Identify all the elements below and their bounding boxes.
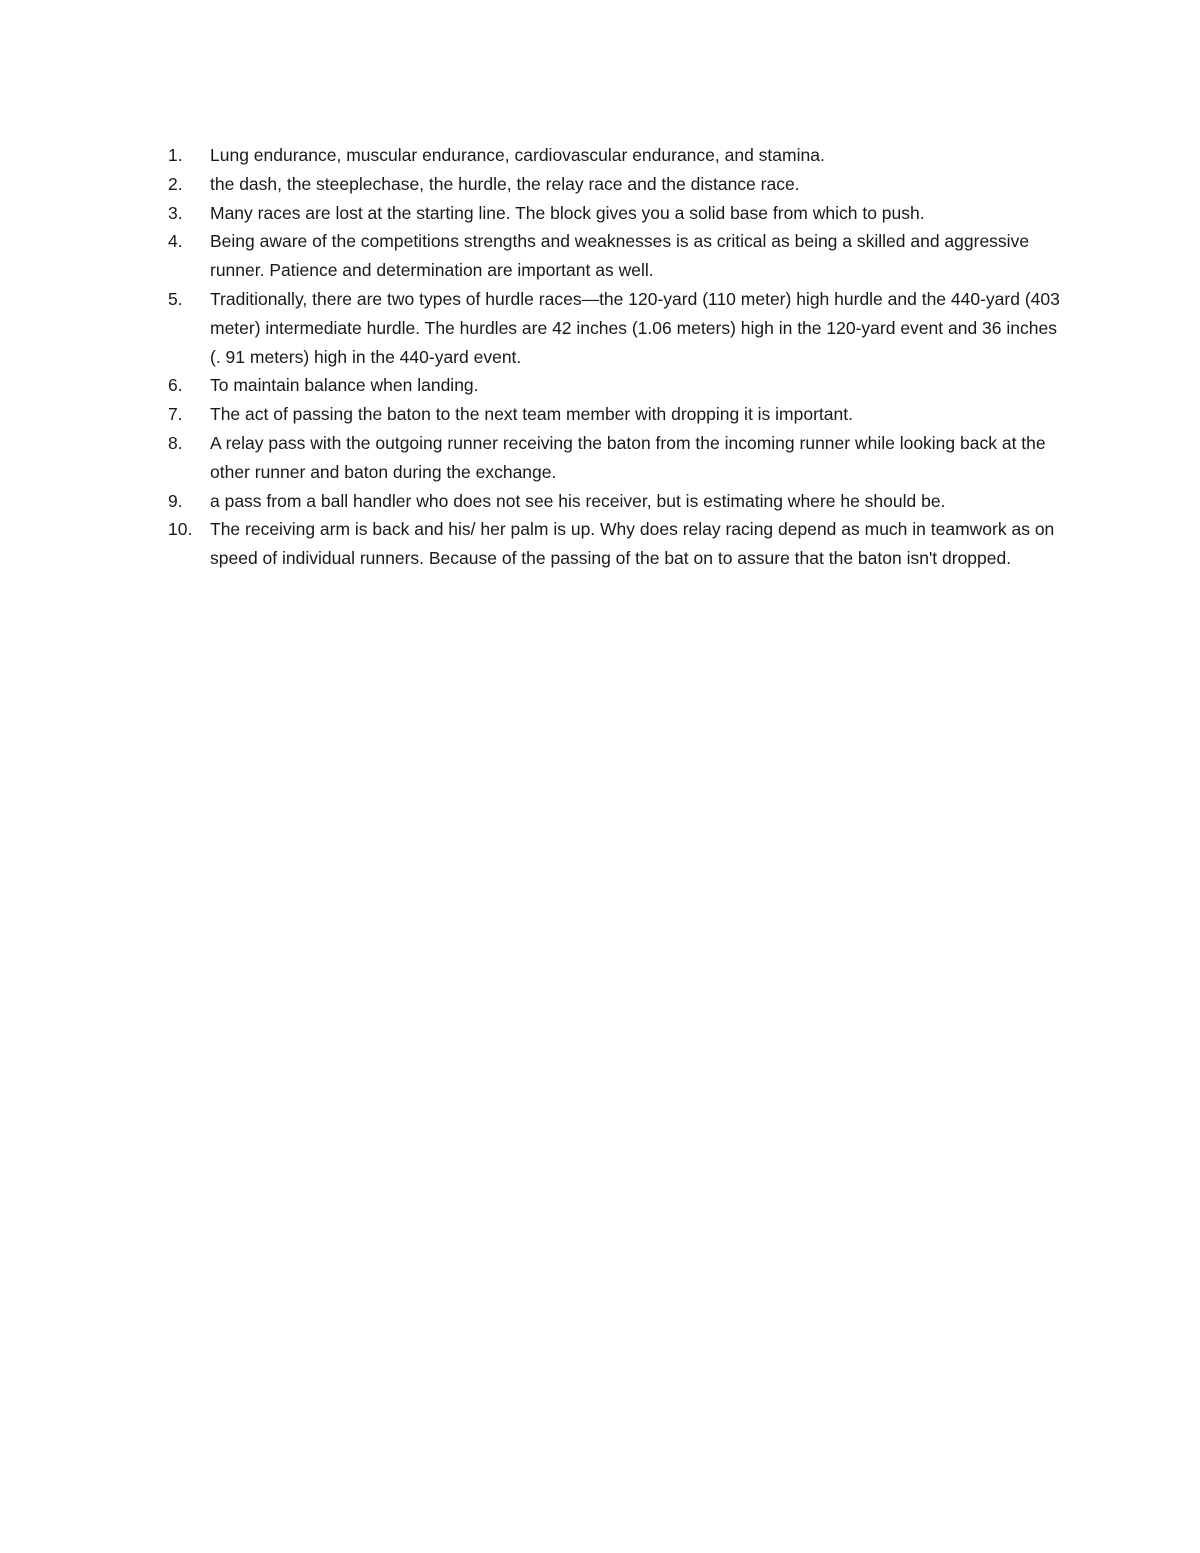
list-item bbox=[150, 429, 1060, 487]
list-item bbox=[150, 515, 1060, 573]
list-item bbox=[150, 371, 1060, 400]
item-number-label: 1. bbox=[168, 145, 183, 165]
list-item bbox=[150, 170, 1060, 199]
item-text: Being aware of the competitions strengths and weaknesses is as critical as being a skilled and aggressive runner. Patience and determination are important as well. bbox=[210, 231, 1030, 281]
item-number bbox=[150, 227, 210, 256]
item-number-label: 5. bbox=[168, 288, 183, 309]
item-number-label: 7. bbox=[168, 404, 183, 425]
item-text: Lung endurance, muscular endurance, cardiovascular endurance, and stamina. bbox=[210, 145, 825, 165]
list-item bbox=[150, 227, 1060, 285]
item-number-label: 4. bbox=[168, 231, 183, 252]
list-item bbox=[150, 285, 1060, 371]
item-text: Traditionally, there are two types of hurdle races—the 120-yard (110 meter) high hurdle and the 440-yard (403 meter) intermediate hurdle. The hurdles are 42 inches (1.06 meters) high in the 120-yard event and 36 inches (. 91 meters) high in the 440-yard event. bbox=[210, 288, 1060, 367]
answer-list bbox=[150, 141, 1060, 573]
item-number bbox=[150, 400, 210, 429]
item-text: Many races are lost at the starting line. The block gives you a solid base from which to push. bbox=[210, 202, 925, 223]
item-text: a pass from a ball handler who does not see his receiver, but is estimating where he should be. bbox=[210, 490, 946, 511]
item-number-label: 9. bbox=[168, 490, 183, 511]
item-text: A relay pass with the outgoing runner receiving the baton from the incoming runner while looking back at the other runner and baton during the exchange. bbox=[210, 432, 1046, 482]
item-number-label: 6. bbox=[168, 375, 183, 396]
item-number bbox=[150, 141, 210, 170]
item-text: The receiving arm is back and his/ her palm is up. Why does relay racing depend as much in teamwork as on speed of individual runners. Because of the passing of the bat on to assure that the baton isn't dropped. bbox=[210, 519, 1055, 569]
item-number-label: 10. bbox=[168, 519, 193, 540]
item-number bbox=[150, 371, 210, 400]
item-number-label: 3. bbox=[168, 202, 183, 223]
item-text: To maintain balance when landing. bbox=[210, 375, 479, 396]
item-text: The act of passing the baton to the next team member with dropping it is important. bbox=[210, 404, 853, 425]
item-number bbox=[150, 487, 210, 516]
item-number bbox=[150, 170, 210, 199]
item-number bbox=[150, 199, 210, 228]
item-number-label: 2. bbox=[168, 173, 183, 194]
item-number bbox=[150, 429, 210, 458]
item-number bbox=[150, 285, 210, 314]
item-number-label: 8. bbox=[168, 432, 183, 453]
list-item bbox=[150, 400, 1060, 429]
list-item bbox=[150, 199, 1060, 228]
list-item bbox=[150, 141, 1060, 170]
list-item bbox=[150, 487, 1060, 516]
item-text: the dash, the steeplechase, the hurdle, the relay race and the distance race. bbox=[210, 173, 800, 194]
item-number bbox=[150, 515, 210, 544]
